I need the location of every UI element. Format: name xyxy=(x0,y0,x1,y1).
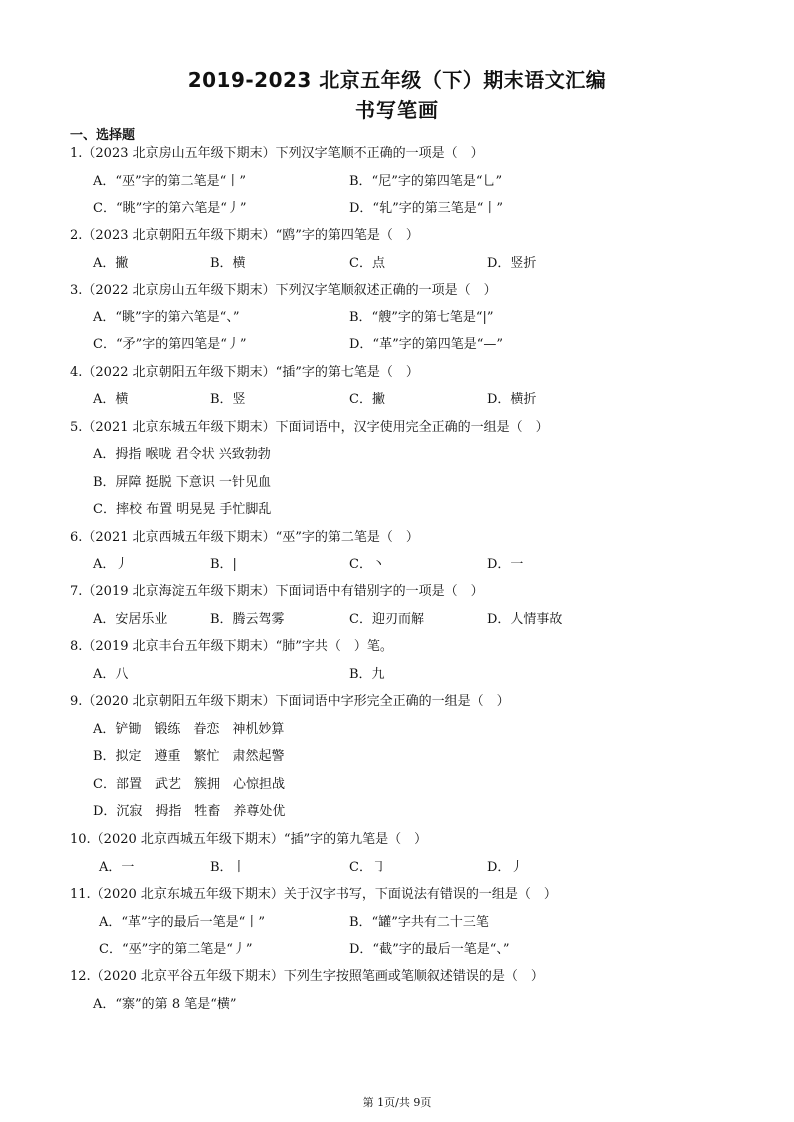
question-11-option-c: C．“巫”字的第二笔是“丿” xyxy=(99,942,253,957)
question-5-option-c: C．摔校 布置 明晃晃 手忙脚乱 xyxy=(93,502,272,517)
question-8-stem: 8.（2019 北京丰台五年级下期末）“肺”字共（ ）笔。 xyxy=(70,639,393,654)
question-1-option-d: D．“轧”字的第三笔是“丨” xyxy=(349,201,504,216)
question-11-option-b: B．“罐”字共有二十三笔 xyxy=(349,915,489,930)
question-1-option-b: B．“尼”字的第四笔是“乚” xyxy=(349,174,503,189)
question-3-option-c: C．“矛”字的第四笔是“丿” xyxy=(93,337,247,352)
question-11-option-a: A．“革”字的最后一笔是“丨” xyxy=(99,915,265,930)
question-12-option-a: A．“寨”的第 8 笔是“横” xyxy=(93,997,237,1012)
question-2-option-a: A．撇 xyxy=(93,256,129,271)
question-9-option-a: A．铲锄 锻练 眷恋 神机妙算 xyxy=(93,722,285,737)
question-1-option-a: A．“巫”字的第二笔是“丨” xyxy=(93,174,246,189)
question-10-option-c: C．㇆ xyxy=(349,860,385,875)
question-12-stem: 12.（2020 北京平谷五年级下期末）下列生字按照笔画或笔顺叙述错误的是（ ） xyxy=(70,969,544,984)
question-3-option-b: B．“艘”字的第七笔是“|” xyxy=(349,310,494,325)
question-6-option-c: C．丶 xyxy=(349,557,385,572)
question-8-option-a: A．八 xyxy=(93,667,129,682)
document-title: 2019-2023 北京五年级（下）期末语文汇编 xyxy=(187,68,607,92)
question-9-option-b: B．拟定 遵重 繁忙 肃然起警 xyxy=(93,749,285,764)
question-5-option-a: A．拇指 喉咙 君令状 兴致勃勃 xyxy=(93,447,271,462)
question-2-option-b: B．横 xyxy=(210,256,246,271)
question-6-stem: 6.（2021 北京西城五年级下期末）“巫”字的第二笔是（ ） xyxy=(70,530,419,545)
question-3-option-d: D．“革”字的第四笔是“—” xyxy=(349,337,504,352)
question-6-option-b: B．| xyxy=(210,557,237,572)
question-7-stem: 7.（2019 北京海淀五年级下期末）下面词语中有错别字的一项是（ ） xyxy=(70,584,484,599)
question-7-option-b: B．腾云驾雾 xyxy=(210,612,285,627)
question-4-option-d: D．横折 xyxy=(487,392,537,407)
question-9-stem: 9.（2020 北京朝阳五年级下期末）下面词语中字形完全正确的一组是（ ） xyxy=(70,694,510,709)
question-5-stem: 5.（2021 北京东城五年级下期末）下面词语中，汉字使用完全正确的一组是（ ） xyxy=(70,420,549,435)
question-4-stem: 4.（2022 北京朝阳五年级下期末）“插”字的第七笔是（ ） xyxy=(70,365,419,380)
question-4-option-a: A．横 xyxy=(93,392,129,407)
question-10-option-a: A．一 xyxy=(99,860,135,875)
document-subtitle: 书写笔画 xyxy=(355,98,439,122)
question-7-option-d: D．人情事故 xyxy=(487,612,563,627)
question-4-option-b: B．竖 xyxy=(210,392,246,407)
question-3-option-a: A．“眺”字的第六笔是“、” xyxy=(93,310,240,325)
question-10-stem: 10.（2020 北京西城五年级下期末）“插”字的第九笔是（ ） xyxy=(70,832,428,847)
question-6-option-a: A．丿 xyxy=(93,557,129,572)
question-2-stem: 2.（2023 北京朝阳五年级下期末）“鸥”字的第四笔是（ ） xyxy=(70,228,419,243)
question-9-option-d: D．沉寂 拇指 牲畜 养尊处优 xyxy=(93,804,286,819)
question-6-option-d: D．一 xyxy=(487,557,524,572)
question-11-stem: 11.（2020 北京东城五年级下期末）关于汉字书写，下面说法有错误的一组是（ ） xyxy=(70,887,557,902)
question-7-option-c: C．迎刃而解 xyxy=(349,612,424,627)
question-7-option-a: A．安居乐业 xyxy=(93,612,168,627)
question-2-option-d: D．竖折 xyxy=(487,256,537,271)
section-heading: 一、选择题 xyxy=(70,128,136,143)
question-1-option-c: C．“眺”字的第六笔是“丿” xyxy=(93,201,247,216)
question-10-option-d: D．丿 xyxy=(487,860,524,875)
question-1-stem: 1.（2023 北京房山五年级下期末）下列汉字笔顺不正确的一项是（ ） xyxy=(70,146,484,161)
question-5-option-b: B．屏障 挺脱 下意识 一针见血 xyxy=(93,475,271,490)
question-4-option-c: C．撇 xyxy=(349,392,385,407)
question-3-stem: 3.（2022 北京房山五年级下期末）下列汉字笔顺叙述正确的一项是（ ） xyxy=(70,283,497,298)
question-2-option-c: C．点 xyxy=(349,256,385,271)
question-8-option-b: B．九 xyxy=(349,667,385,682)
page-footer: 第 1页/共 9页 xyxy=(362,1096,432,1109)
question-9-option-c: C．部置 武艺 簇拥 心惊担战 xyxy=(93,777,285,792)
question-11-option-d: D．“截”字的最后一笔是“、” xyxy=(349,942,510,957)
question-10-option-b: B．丨 xyxy=(210,860,246,875)
